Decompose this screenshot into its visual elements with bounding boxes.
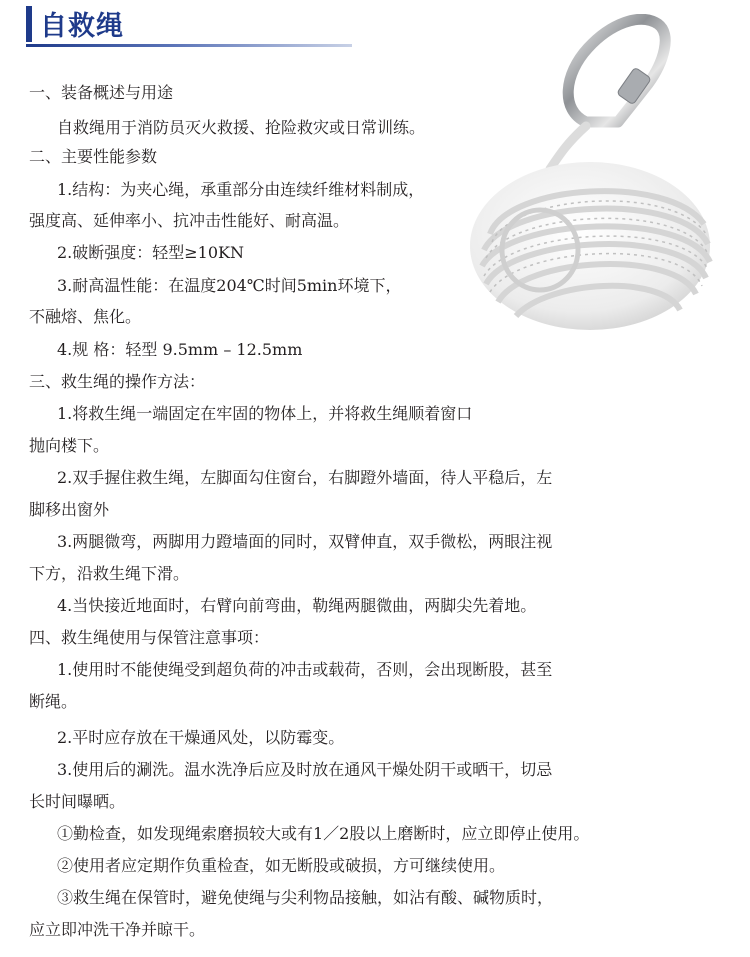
paragraph-line: 脚移出窗外: [29, 500, 110, 519]
paragraph-line: 2.平时应存放在干燥通风处，以防霉变。: [57, 728, 345, 747]
paragraph-line: 3.使用后的涮洗。温水洗净后应及时放在通风干燥处阴干或晒干，切忌: [57, 760, 553, 779]
paragraph-line: 下方，沿救生绳下滑。: [29, 564, 190, 583]
paragraph-line: 1.将救生绳一端固定在牢固的物体上，并将救生绳顺着窗口: [57, 404, 473, 423]
paragraph-line: ①勤检查，如发现绳索磨损较大或有1／2股以上磨断时，应立即停止使用。: [57, 824, 590, 843]
paragraph-line: ②使用者应定期作负重检查，如无断股或破损，方可继续使用。: [57, 856, 506, 875]
paragraph-line: 自救绳用于消防员灭火救援、抢险救灾或日常训练。: [57, 118, 426, 137]
paragraph-line: 2.破断强度：轻型≥10KN: [57, 243, 244, 262]
section-heading-operation: 三、救生绳的操作方法：: [29, 372, 206, 391]
paragraph-line: 1.使用时不能使绳受到超负荷的冲击或载荷，否则，会出现断股，甚至: [57, 660, 553, 679]
paragraph-line: 4.规 格：轻型 9.5mm – 12.5mm: [57, 340, 303, 359]
paragraph-line: 1.结构：为夹心绳，承重部分由连续纤维材料制成，: [57, 180, 425, 199]
paragraph-line: 4.当快接近地面时，右臂向前弯曲，勒绳两腿微曲，两脚尖先着地。: [57, 596, 537, 615]
paragraph-line: 3.两腿微弯，两脚用力蹬墙面的同时，双臂伸直，双手微松，两眼注视: [57, 532, 553, 551]
paragraph-line: 强度高、延伸率小、抗冲击性能好、耐高温。: [29, 211, 350, 230]
paragraph-line: 应立即冲洗干净并晾干。: [29, 920, 206, 939]
page-title: 自救绳: [40, 11, 124, 42]
paragraph-line: 断绳。: [29, 692, 78, 711]
paragraph-line: 3.耐高温性能：在温度204℃时间5min环境下，: [57, 276, 402, 295]
paragraph-line: 长时间曝晒。: [29, 792, 126, 811]
section-heading-overview: 一、装备概述与用途: [29, 83, 174, 102]
paragraph-line: 抛向楼下。: [29, 436, 110, 455]
section-heading-parameters: 二、主要性能参数: [29, 147, 158, 166]
paragraph-line: 2.双手握住救生绳，左脚面勾住窗台，右脚蹬外墙面，待人平稳后，左: [57, 468, 553, 487]
paragraph-line: 不融熔、焦化。: [29, 307, 142, 326]
section-heading-maintenance: 四、救生绳使用与保管注意事项：: [29, 628, 270, 647]
paragraph-line: ③救生绳在保管时，避免使绳与尖利物品接触，如沾有酸、碱物质时，: [57, 888, 554, 907]
